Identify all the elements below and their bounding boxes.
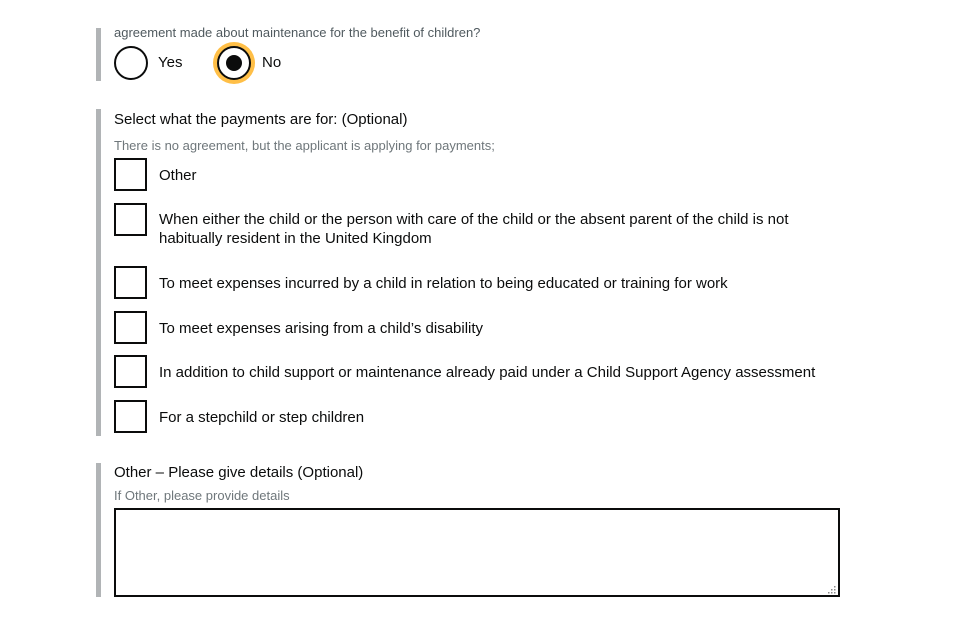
checkbox-disability[interactable] [114,311,147,344]
resize-grip-icon[interactable] [826,584,837,595]
radio-no-label[interactable]: No [262,54,282,71]
checkbox-csa-addition[interactable] [114,355,147,388]
checkbox-education[interactable] [114,266,147,299]
checkbox-not-resident-label[interactable]: When either the child or the person with care of the child or the absent parent of the child is not habitually resident in the United Kingdom [159,211,789,247]
section-bar [96,28,101,81]
payments-legend: Select what the payments are for: (Optional) [114,111,408,128]
checkbox-education-label[interactable]: To meet expenses incurred by a child in relation to being educated or training for work [159,275,728,292]
payments-hint: There is no agreement, but the applicant is applying for payments; [114,138,495,153]
radio-no[interactable] [217,46,251,80]
other-details-hint: If Other, please provide details [114,488,290,503]
checkbox-disability-label[interactable]: To meet expenses arising from a child’s disability [159,320,484,337]
checkbox-csa-addition-label[interactable]: In addition to child support or maintenance already paid under a Child Support Agency assessment [159,364,816,381]
checkbox-stepchild[interactable] [114,400,147,433]
other-details-label: Other – Please give details (Optional) [114,464,364,481]
section-bar [96,463,101,597]
radio-yes-label[interactable]: Yes [158,54,183,71]
checkbox-other[interactable] [114,158,147,191]
radio-yes[interactable] [114,46,148,80]
checkbox-not-resident[interactable] [114,203,147,236]
other-details-textarea[interactable] [114,508,840,597]
section-bar [96,109,101,436]
maintenance-question-text: agreement made about maintenance for the benefit of children? [114,25,481,40]
checkbox-stepchild-label[interactable]: For a stepchild or step children [159,409,365,426]
checkbox-other-label[interactable]: Other [159,167,197,184]
